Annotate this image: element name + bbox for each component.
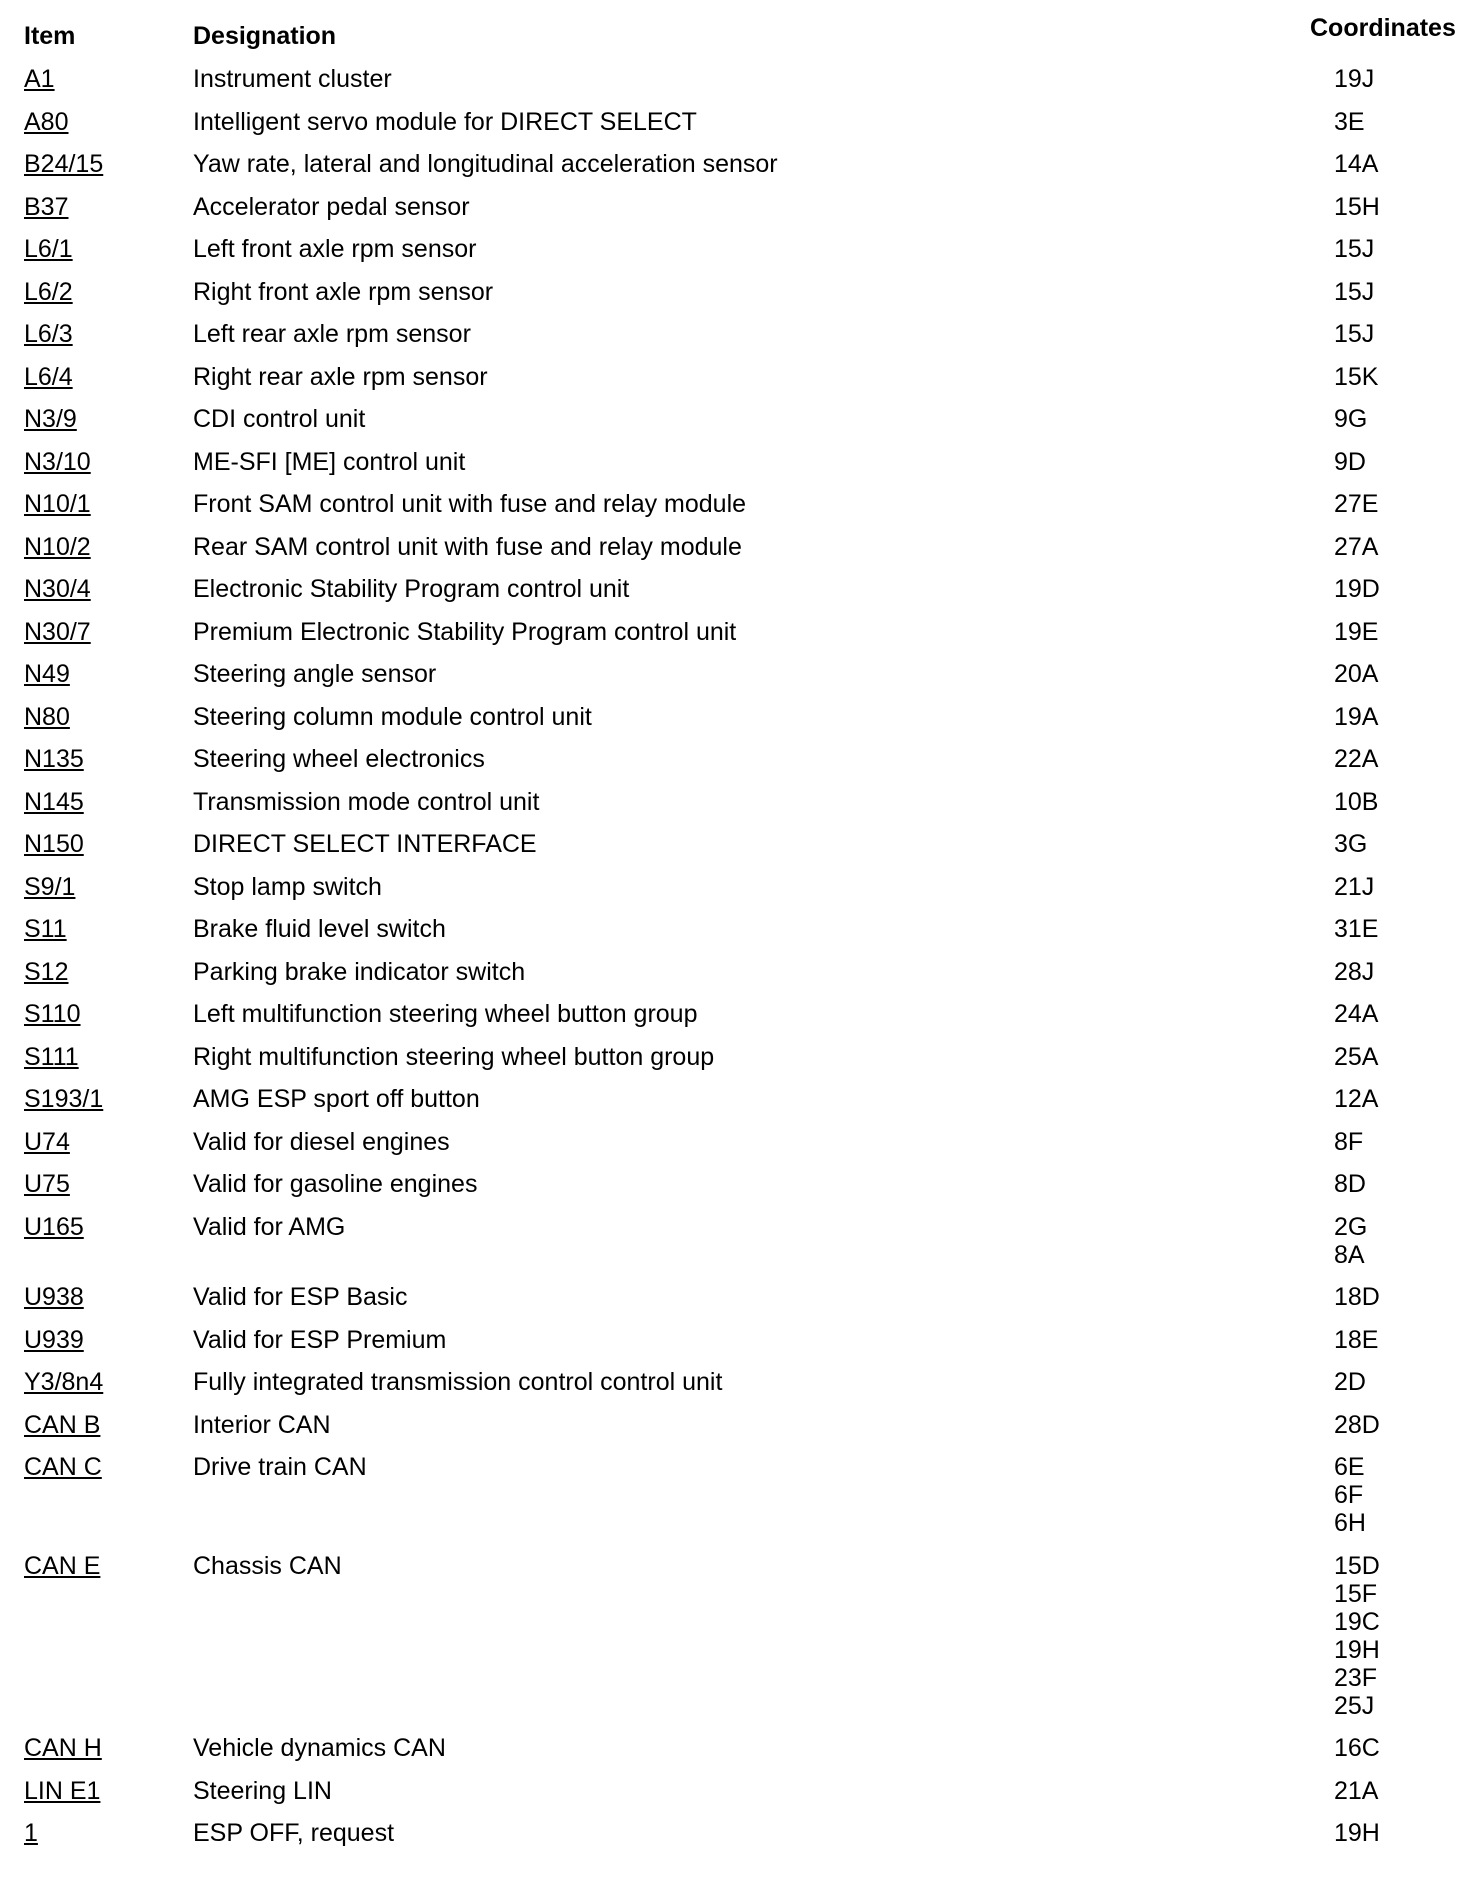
coordinates-cell [1334,108,1472,136]
coordinates-cell [1334,958,1472,986]
item-link[interactable]: N145 [24,787,84,816]
designation-text: Instrument cluster [193,65,392,93]
coordinate-value: 6E [1334,1453,1365,1481]
table-row [0,101,1472,144]
item-link[interactable]: CAN C [24,1453,102,1481]
coordinate-value: 8A [1334,1240,1365,1269]
designation-text: Steering angle sensor [193,660,437,688]
table-row [0,1319,1472,1362]
coordinates-cell [1334,363,1472,391]
item-link[interactable]: L6/4 [24,362,73,391]
coordinates-cell [1334,1000,1472,1028]
coordinates-cell [1334,278,1472,306]
coordinate-value: 15J [1334,320,1375,348]
designation-text: Right rear axle rpm sensor [193,362,488,391]
coordinate-value: 21J [1334,872,1375,901]
table-row [0,398,1472,441]
coordinate-value: 24A [1334,1000,1379,1028]
item-link[interactable]: N10/1 [24,490,91,518]
table-row [0,951,1472,994]
coordinate-value: 18E [1334,1325,1379,1354]
coordinates-cell [1334,1085,1472,1113]
coordinates-cell [1334,1734,1472,1762]
coordinate-value: 8F [1334,1127,1364,1156]
coordinates-cell [1334,1777,1472,1805]
coordinate-value: 15J [1334,277,1375,306]
designation-text: Yaw rate, lateral and longitudinal acceleration sensor [193,150,778,178]
designation-text: Steering LIN [193,1776,332,1805]
coordinate-value: 28J [1334,957,1375,986]
designation-text: Drive train CAN [193,1453,367,1481]
table-row [0,823,1472,866]
coordinate-value: 15J [1334,235,1375,263]
designation-text: ME-SFI [ME] control unit [193,447,466,476]
coordinate-value: 19J [1334,65,1375,93]
coordinates-cell [1334,1128,1472,1156]
table-row [0,271,1472,314]
table-row [0,356,1472,399]
coordinates-cell [1334,788,1472,816]
item-link[interactable]: S111 [24,1042,79,1071]
item-link[interactable]: B37 [24,192,69,221]
item-link[interactable]: N80 [24,702,70,731]
coordinate-value: 15F [1334,1579,1378,1608]
header-coordinates: Coordinates [1310,14,1456,42]
coordinate-value: 19E [1334,617,1379,646]
table-row [0,1770,1472,1813]
coordinates-cell [1334,150,1472,178]
item-link[interactable]: 1 [24,1819,38,1847]
table-row [0,568,1472,611]
designation-text: Steering wheel electronics [193,745,485,773]
coordinates-cell [1334,745,1472,773]
coordinate-value: 25J [1334,1691,1375,1720]
designation-text: Premium Electronic Stability Program control unit [193,617,737,646]
item-link[interactable]: S110 [24,1000,81,1028]
designation-text: Valid for AMG [193,1212,346,1241]
table-row [0,1036,1472,1079]
header-item: Item [24,22,76,50]
table-row [0,908,1472,951]
table-row [0,611,1472,654]
designation-text: ESP OFF, request [193,1819,395,1847]
designation-text: Valid for gasoline engines [193,1170,478,1198]
item-link[interactable]: U165 [24,1212,84,1241]
coordinates-cell [1334,65,1472,93]
item-link[interactable]: S9/1 [24,872,76,901]
table-row [0,228,1472,271]
designation-text: Steering column module control unit [193,702,592,731]
coordinates-cell [1334,405,1472,433]
table-row [0,1276,1472,1319]
designation-text: Chassis CAN [193,1551,342,1580]
coordinates-cell [1334,830,1472,858]
designation-text: Rear SAM control unit with fuse and relay module [193,532,742,561]
table-row [0,483,1472,526]
coordinate-value: 15H [1334,192,1380,221]
coordinate-value: 14A [1334,150,1379,178]
designation-text: Valid for ESP Premium [193,1325,447,1354]
designation-text: Front SAM control unit with fuse and relay module [193,490,747,518]
item-link[interactable]: U938 [24,1283,84,1311]
coordinate-value: 6F [1334,1481,1364,1509]
coordinate-value: 15D [1334,1551,1380,1580]
coordinates-cell [1334,448,1472,476]
designation-text: Brake fluid level switch [193,915,446,943]
coordinate-value: 19H [1334,1635,1380,1664]
coordinate-value: 9G [1334,405,1368,433]
item-link[interactable]: S12 [24,957,69,986]
table-row [0,1404,1472,1447]
table-row [0,1812,1472,1855]
coordinate-value: 20A [1334,660,1379,688]
coordinates-cell [1334,320,1472,348]
item-link[interactable]: LIN E1 [24,1776,101,1805]
coordinate-value: 9D [1334,447,1366,476]
item-link[interactable]: N3/9 [24,405,77,433]
coordinates-cell [1334,1552,1472,1720]
coordinate-value: 27E [1334,490,1379,518]
coordinates-cell [1334,1213,1472,1269]
coordinate-value: 15K [1334,362,1379,391]
coordinate-value: 28D [1334,1410,1380,1439]
coordinate-value: 12A [1334,1085,1379,1113]
item-link[interactable]: N49 [24,660,70,688]
table-row [0,1206,1472,1277]
table-row [0,1446,1472,1545]
item-link[interactable]: N3/10 [24,447,91,476]
designation-text: Accelerator pedal sensor [193,192,470,221]
coordinate-value: 27A [1334,532,1379,561]
coordinate-value: 22A [1334,745,1379,773]
designation-text: Intelligent servo module for DIRECT SELECT [193,107,697,136]
designation-text: Stop lamp switch [193,872,382,901]
item-link[interactable]: N135 [24,745,84,773]
legend-table-body [0,58,1472,1855]
designation-text: Left multifunction steering wheel button group [193,1000,698,1028]
designation-text: Valid for diesel engines [193,1127,450,1156]
designation-text: AMG ESP sport off button [193,1085,480,1113]
coordinate-value: 3E [1334,107,1365,136]
coordinate-value: 18D [1334,1283,1380,1311]
item-link[interactable]: CAN B [24,1410,101,1439]
coordinates-cell [1334,873,1472,901]
table-row [0,738,1472,781]
table-row [0,441,1472,484]
designation-text: Parking brake indicator switch [193,957,526,986]
coordinate-value: 21A [1334,1776,1379,1805]
coordinates-cell [1334,575,1472,603]
coordinates-cell [1334,235,1472,263]
coordinates-cell [1334,1170,1472,1198]
item-link[interactable]: N10/2 [24,532,91,561]
coordinates-cell [1334,618,1472,646]
table-row [0,186,1472,229]
coordinates-cell [1334,1043,1472,1071]
table-row [0,1727,1472,1770]
coordinate-value: 2G [1334,1212,1368,1241]
table-row [0,1078,1472,1121]
item-link[interactable]: Y3/8n4 [24,1368,104,1396]
item-link[interactable]: S11 [24,915,67,943]
coordinates-cell [1334,1411,1472,1439]
table-row [0,653,1472,696]
coordinate-value: 3G [1334,830,1368,858]
coordinate-value: 31E [1334,915,1379,943]
designation-text: Fully integrated transmission control control unit [193,1368,723,1396]
table-row [0,1163,1472,1206]
table-row [0,313,1472,356]
coordinate-value: 10B [1334,787,1379,816]
item-link[interactable]: CAN H [24,1734,102,1762]
coordinate-value: 6H [1334,1509,1366,1537]
item-link[interactable]: U75 [24,1170,70,1198]
designation-text: Transmission mode control unit [193,787,540,816]
designation-text: Interior CAN [193,1410,331,1439]
coordinates-cell [1334,193,1472,221]
coordinate-value: 8D [1334,1170,1366,1198]
item-link[interactable]: N30/4 [24,575,91,603]
designation-text: Electronic Stability Program control unit [193,575,630,603]
coordinate-value: 19H [1334,1819,1380,1847]
item-link[interactable]: L6/2 [24,277,73,306]
designation-text: Valid for ESP Basic [193,1283,408,1311]
item-link[interactable]: N30/7 [24,617,91,646]
table-row [0,696,1472,739]
coordinates-cell [1334,1283,1472,1311]
designation-text: Left front axle rpm sensor [193,235,477,263]
item-link[interactable]: U74 [24,1127,70,1156]
item-link[interactable]: A80 [24,107,69,136]
item-link[interactable]: A1 [24,65,55,93]
designation-text: CDI control unit [193,405,366,433]
coordinates-cell [1334,660,1472,688]
designation-text: Right multifunction steering wheel button group [193,1042,715,1071]
designation-text: Right front axle rpm sensor [193,277,494,306]
designation-text: Left rear axle rpm sensor [193,320,471,348]
coordinates-cell [1334,533,1472,561]
coordinate-value: 19C [1334,1607,1380,1636]
table-row [0,1121,1472,1164]
coordinates-cell [1334,703,1472,731]
item-link[interactable]: L6/1 [24,235,73,263]
coordinate-value: 2D [1334,1368,1366,1396]
table-row [0,866,1472,909]
table-header [0,14,1472,64]
coordinate-value: 23F [1334,1663,1378,1692]
coordinate-value: 19A [1334,702,1379,731]
header-designation: Designation [193,22,337,50]
table-row [0,58,1472,101]
item-link[interactable]: B24/15 [24,150,104,178]
coordinates-cell [1334,1819,1472,1847]
item-link[interactable]: S193/1 [24,1085,104,1113]
coordinates-cell [1334,490,1472,518]
table-row [0,1361,1472,1404]
table-row [0,993,1472,1036]
item-link[interactable]: U939 [24,1325,84,1354]
table-row [0,1545,1472,1728]
table-row [0,781,1472,824]
designation-text: DIRECT SELECT INTERFACE [193,830,537,858]
coordinate-value: 19D [1334,575,1380,603]
coordinates-cell [1334,1368,1472,1396]
coordinates-cell [1334,1453,1472,1537]
item-link[interactable]: CAN E [24,1551,101,1580]
item-link[interactable]: L6/3 [24,320,73,348]
coordinate-value: 16C [1334,1734,1380,1762]
coordinates-cell [1334,915,1472,943]
table-row [0,526,1472,569]
coordinate-value: 25A [1334,1042,1379,1071]
coordinates-cell [1334,1326,1472,1354]
designation-text: Vehicle dynamics CAN [193,1734,446,1762]
table-row [0,143,1472,186]
item-link[interactable]: N150 [24,830,84,858]
